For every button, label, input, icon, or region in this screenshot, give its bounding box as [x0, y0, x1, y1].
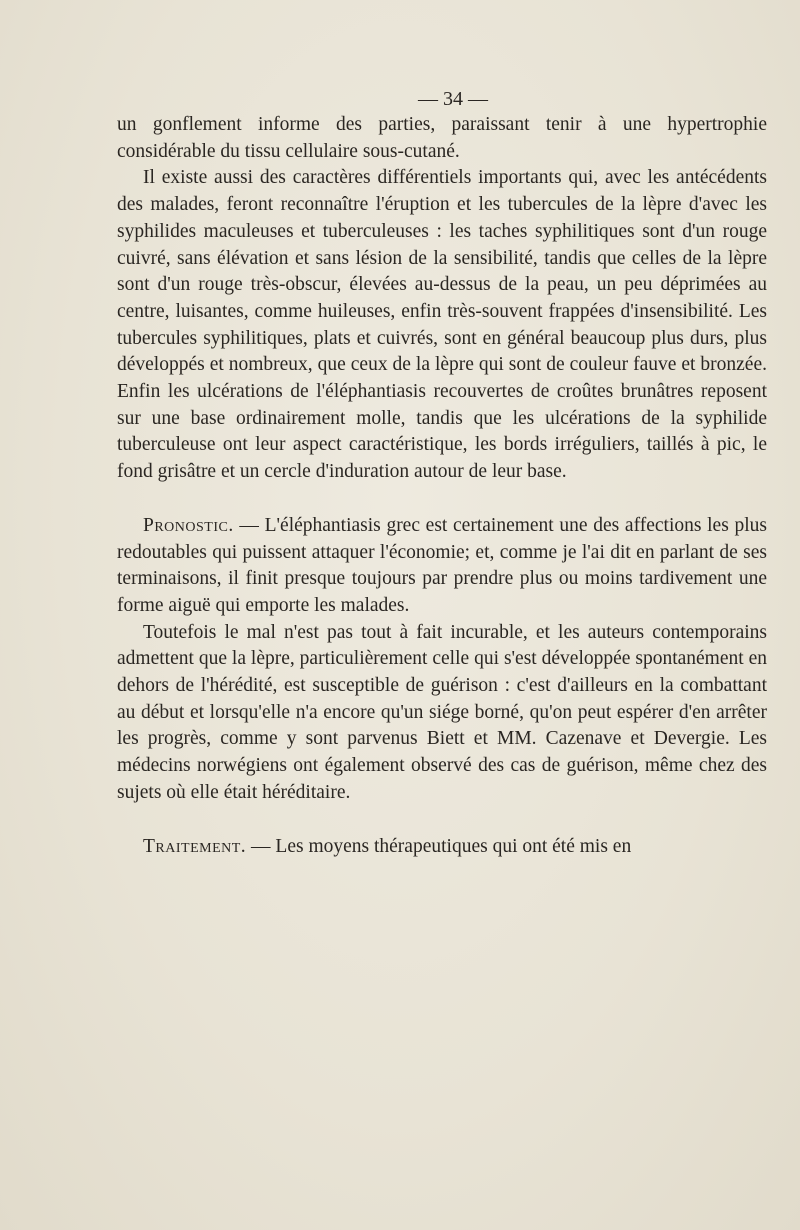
- page-number: — 34 —: [418, 88, 488, 110]
- paragraph-traitement: [117, 834, 767, 861]
- section-heading-pronostic: Pronostic.: [143, 514, 234, 536]
- paragraph-1: [117, 112, 767, 165]
- paragraph-pronostic-text: — L'éléphantiasis grec est certainement une des affections les plus redoutables qui puissent attaquer l'économie; et, comme je l'ai dit en parlant de ses terminaisons, il finit presque toujours par prendre plus ou moins tardivement une forme aiguë qui emporte les malades.: [117, 514, 767, 616]
- paragraph-1-text: un gonflement informe des parties, paraissant tenir à une hypertrophie considérable du tissu cellulaire sous-cutané.: [117, 114, 767, 162]
- text-block: [117, 86, 767, 860]
- paragraph-pronostic: [117, 513, 767, 620]
- paragraph-4: [117, 620, 767, 807]
- paragraph-2: [117, 165, 767, 485]
- paragraph-4-text: Toutefois le mal n'est pas tout à fait incurable, et les auteurs contemporains admettent que la lèpre, particulièrement celle qui s'est développée spontanément en dehors de l'hérédité, est susceptible de guérison : c'est d'ailleurs en la combattant au début et lorsqu'elle n'a encore qu'un siége borné, qu'on peut espérer d'en arrêter les progrès, comme y sont parvenus Biett et MM. Cazenave et Devergie. Les médecins norwégiens ont également observé des cas de guérison, même chez des sujets où elle était héréditaire.: [117, 621, 767, 803]
- paragraph-traitement-text: — Les moyens thérapeutiques qui ont été mis en: [246, 835, 632, 857]
- paragraph-2-text: Il existe aussi des caractères différentiels importants qui, avec les antécédents des malades, feront reconnaître l'éruption et les tubercules de la lèpre d'avec les syphilides maculeuses et tuberculeuses : les taches syphilitiques sont d'un rouge cuivré, sans élévation et sans lésion de la sensibilité, tandis que celles de la lèpre sont d'un rouge très-obscur, élevées au-dessus de la peau, un peu déprimées au centre, luisantes, comme huileuses, enfin très-souvent frappées d'insensibilité. Les tubercules syphilitiques, plats et cuivrés, sont en général beaucoup plus durs, plus développés et nombreux, que ceux de la lèpre qui sont de couleur fauve et bronzée. Enfin les ulcérations de l'éléphantiasis recouvertes de croûtes brunâtres reposent sur une base ordinairement molle, tandis que les ulcérations de la syphilide tuberculeuse ont leur aspect caractéristique, les bords irréguliers, taillés à pic, le fond grisâtre et un cercle d'induration autour de leur base.: [117, 167, 767, 483]
- section-heading-traitement: Traitement.: [143, 835, 247, 857]
